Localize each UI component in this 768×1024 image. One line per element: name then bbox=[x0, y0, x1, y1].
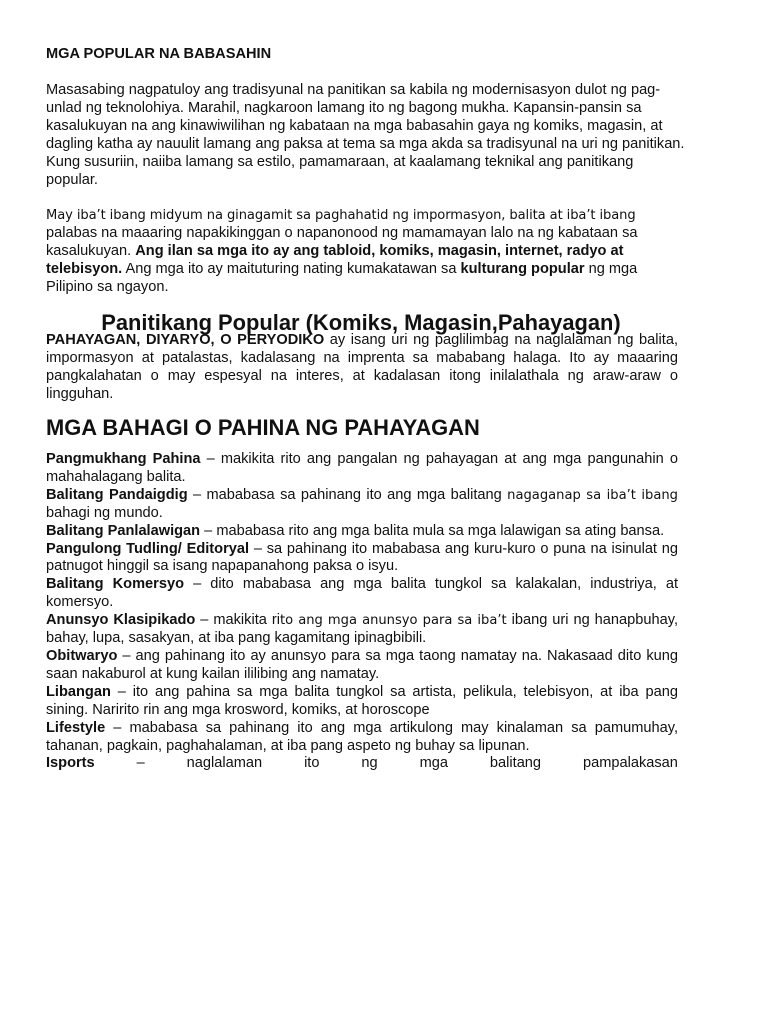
entry-term: Pangmukhang Pahina bbox=[46, 451, 201, 467]
entry-text-alt: nagaganap sa iba’t ibang bbox=[507, 487, 678, 503]
entry-term: Balitang Komersyo bbox=[46, 576, 185, 593]
entry-term: Balitang Panlalawigan bbox=[46, 522, 201, 539]
list-item bbox=[46, 451, 678, 487]
last-entry-line bbox=[46, 755, 678, 773]
media-paragraph-text-b: Ang mga ito ay maituturing nating kumakatawan sa bbox=[122, 260, 461, 277]
entry-term: Balitang Pandaigdig bbox=[46, 486, 188, 503]
media-paragraph-bold-b: kulturang popular bbox=[460, 260, 585, 277]
newspaper-sections-heading: MGA BAHAGI O PAHINA NG PAHAYAGAN bbox=[46, 415, 480, 440]
list-item bbox=[46, 487, 678, 523]
list-item bbox=[46, 755, 678, 773]
entry-term: Libangan bbox=[46, 683, 111, 700]
entry-term: Pangulong Tudling/ bbox=[46, 540, 182, 557]
entry-text: – dito mababasa ang mga balita tungkol sa kalakalan, industriya, at komersyo. bbox=[46, 576, 678, 611]
entry-term: Lifestyle bbox=[46, 719, 106, 736]
entry-word: – bbox=[136, 755, 145, 772]
document-title: MGA POPULAR NA BABASAHIN bbox=[46, 46, 272, 62]
entry-term: Obitwaryo bbox=[46, 647, 118, 664]
entry-text: – makikita ri bbox=[195, 612, 280, 629]
entry-term: Isports bbox=[46, 755, 95, 772]
entry-text: – ang pahinang ito ay anunsyo para sa mga taong namatay na. Nakasaad dito kung saan nakaburol at kung kailan ililibing ang namatay. bbox=[46, 647, 678, 682]
entry-text: ibang uri ng hanapbuhay, bahay, lupa, sasakyan, at iba pang kagamitang ipinagbibili. bbox=[46, 612, 679, 647]
popular-literature-subheading: Panitikang Popular (Komiks, Magasin,Pahayagan) bbox=[101, 310, 621, 335]
media-paragraph bbox=[46, 207, 686, 297]
entry-text: – mababasa sa pahinang ito ang mga balitang bbox=[187, 486, 508, 503]
entry-term-2: Editoryal bbox=[181, 540, 250, 557]
entry-text: – ito ang pahina sa mga balita tungkol sa artista, pelikula, telebisyon, at iba pang sining. Naririto rin ang mga krosword, komiks, at horoscope bbox=[46, 683, 678, 718]
entry-word: naglalaman bbox=[186, 755, 263, 772]
entry-text: – sa pahinang ito mababasa ang kuru-kuro o puna na isinulat ng patnugot hinggil sa isang napapanahong paksa o isyu. bbox=[46, 540, 678, 575]
list-item bbox=[46, 523, 678, 541]
list-item bbox=[46, 612, 678, 648]
entry-word: pampalakasan bbox=[582, 755, 678, 772]
newspaper-sections-list bbox=[46, 451, 678, 773]
media-paragraph-line1: May iba’t ibang midyum na ginagamit sa paghahatid ng impormasyon, balita at iba’t ibang bbox=[46, 208, 636, 223]
entry-word: ng bbox=[361, 755, 378, 772]
newspaper-term: PAHAYAGAN, DIYARYO, O PERYODIKO bbox=[46, 332, 325, 348]
entry-text-alt: to ang mga anunsyo para sa iba’t bbox=[279, 613, 507, 629]
entry-word: ito bbox=[304, 755, 320, 772]
entry-text: bahagi ng mundo. bbox=[46, 504, 163, 521]
entry-term: Anunsyo Klasipikado bbox=[46, 612, 196, 629]
newspaper-definition: ay isang uri ng paglilimbag na naglalaman ng balita, impormasyon at patalastas, kadalasang na imprenta sa mababang halaga. Ito ay maaaring pangkalahatan o may espesyal na interes, at kadalasan itong inilalathala ng araw-araw o lingguhan. bbox=[46, 332, 678, 402]
media-paragraph-bold-a: Ang ilan sa mga ito ay ang tabloid, komiks, magasin, internet, radyo at telebisyon. bbox=[46, 242, 624, 277]
entry-word: mga bbox=[419, 755, 448, 772]
list-item bbox=[46, 720, 678, 756]
newspaper-definition-paragraph bbox=[46, 332, 678, 404]
entry-text: – mababasa sa pahinang ito ang mga artikulong may kinalaman sa pamumuhay, tahanan, pagkain, paghahalaman, at iba pang aspeto ng buhay sa lipunan. bbox=[46, 719, 678, 754]
list-item bbox=[46, 684, 678, 720]
entry-word: balitang bbox=[489, 755, 542, 772]
entry-text: – makikita rito ang pangalan ng pahayagan at ang mga pangunahin o mahahalagang balita. bbox=[46, 451, 678, 485]
entry-text: – mababasa rito ang mga balita mula sa mga lalawigan sa ating bansa. bbox=[200, 522, 665, 539]
media-paragraph-text-c: ng mga Pilipino sa ngayon. bbox=[46, 260, 638, 295]
list-item bbox=[46, 648, 678, 684]
list-item bbox=[46, 541, 678, 577]
list-item bbox=[46, 576, 678, 612]
media-paragraph-text-a: palabas na maaaring napakikinggan o napanonood ng mamamayan lalo na ng kabataan sa kasalukuyan. bbox=[46, 224, 638, 259]
intro-paragraph: Masasabing nagpatuloy ang tradisyunal na panitikan sa kabila ng modernisasyon dulot ng pag-unlad ng teknolohiya. Marahil, nagkaroon lamang ito ng bagong mukha. Kapansin-pansin sa kasalukuyan na ang kinawiwilihan ng kabataan na mga babasahin gaya ng komiks, magasin, at dagling katha ay nauulit lamang ang paksa at tema sa mga akda sa tradisyunal na uri ng panitikan. Kung susuriin, naiiba lamang sa estilo, pamamaraan, at kaalamang teknikal ang panitikang popular. bbox=[46, 82, 685, 188]
